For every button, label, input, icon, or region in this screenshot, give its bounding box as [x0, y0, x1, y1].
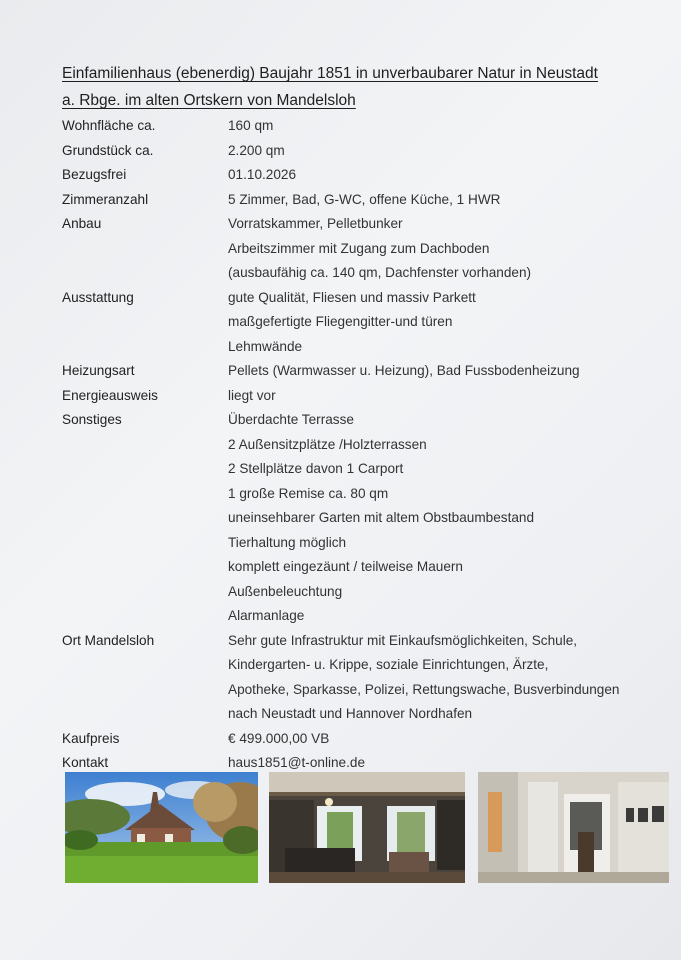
detail-row	[62, 580, 662, 605]
detail-value: Überdachte Terrasse	[228, 412, 354, 427]
detail-row	[62, 408, 662, 433]
detail-row	[62, 188, 662, 213]
detail-label	[62, 335, 228, 360]
detail-row	[62, 114, 662, 139]
detail-label: Sonstiges	[62, 412, 122, 427]
detail-row	[62, 653, 662, 678]
detail-value: Alarmanlage	[228, 608, 305, 623]
detail-label: Zimmeranzahl	[62, 191, 149, 207]
detail-value: Vorratskammer, Pelletbunker	[228, 216, 403, 231]
detail-value: liegt vor	[228, 387, 276, 403]
detail-row	[62, 384, 662, 409]
detail-row	[62, 261, 662, 286]
house-exterior-photo	[65, 772, 258, 883]
photo-strip	[0, 772, 681, 884]
detail-label	[62, 653, 228, 678]
detail-value: 01.10.2026	[228, 167, 297, 182]
detail-value: Pellets (Warmwasser u. Heizung), Bad Fussbodenheizung	[228, 363, 580, 378]
detail-value: gute Qualität, Fliesen und massiv Parkett	[228, 289, 476, 305]
detail-value: haus1851@t-online.de	[228, 755, 365, 770]
detail-row	[62, 237, 662, 262]
detail-value: Lehmwände	[228, 338, 303, 354]
detail-value: 2 Stellplätze davon 1 Carport	[228, 461, 404, 476]
detail-label: Kontakt	[62, 755, 109, 770]
living-room-photo	[269, 772, 465, 883]
detail-value: maßgefertigte Fliegengitter-und türen	[228, 314, 453, 329]
detail-row	[62, 531, 662, 556]
detail-value: 1 große Remise ca. 80 qm	[228, 485, 389, 501]
detail-label	[62, 457, 228, 482]
detail-row	[62, 604, 662, 629]
detail-label	[62, 310, 228, 335]
detail-label	[62, 433, 228, 458]
detail-row	[62, 286, 662, 311]
detail-value: Außenbeleuchtung	[228, 583, 343, 599]
detail-value: 2 Außensitzplätze /Holzterrassen	[228, 436, 427, 452]
detail-row	[62, 457, 662, 482]
detail-label: Wohnfläche ca.	[62, 118, 156, 133]
detail-label: Bezugsfrei	[62, 167, 127, 182]
detail-row	[62, 163, 662, 188]
detail-label: Anbau	[62, 216, 102, 231]
detail-row	[62, 335, 662, 360]
detail-label	[62, 531, 228, 556]
detail-label	[62, 482, 228, 507]
detail-value: komplett eingezäunt / teilweise Mauern	[228, 559, 463, 574]
detail-row	[62, 727, 662, 752]
detail-row	[62, 678, 662, 703]
detail-row	[62, 139, 662, 164]
detail-row	[62, 702, 662, 727]
detail-label	[62, 506, 228, 531]
detail-label	[62, 678, 228, 703]
detail-label: Kaufpreis	[62, 730, 120, 746]
detail-label	[62, 237, 228, 262]
detail-row	[62, 555, 662, 580]
detail-row	[62, 629, 662, 654]
detail-value: uneinsehbarer Garten mit altem Obstbaumbestand	[228, 510, 535, 525]
hallway-photo	[478, 772, 669, 883]
title-line-2: a. Rbge. im alten Ortskern von Mandelsloh	[62, 92, 356, 109]
detail-value: Arbeitszimmer mit Zugang zum Dachboden	[228, 240, 490, 256]
detail-value: Tierhaltung möglich	[228, 534, 347, 550]
detail-value: 2.200 qm	[228, 142, 285, 158]
detail-value: 5 Zimmer, Bad, G-WC, offene Küche, 1 HWR	[228, 191, 501, 207]
detail-label: Ausstattung	[62, 289, 134, 305]
detail-row	[62, 433, 662, 458]
detail-value: Sehr gute Infrastruktur mit Einkaufsmöglichkeiten, Schule,	[228, 632, 578, 648]
detail-row	[62, 359, 662, 384]
detail-value: 160 qm	[228, 118, 274, 133]
detail-label: Heizungsart	[62, 363, 135, 378]
listing-title	[62, 60, 632, 114]
detail-label: Ort Mandelsloh	[62, 632, 155, 648]
detail-value: nach Neustadt und Hannover Nordhafen	[228, 706, 473, 721]
detail-value: Apotheke, Sparkasse, Polizei, Rettungswache, Busverbindungen	[228, 681, 620, 697]
title-line-1: Einfamilienhaus (ebenerdig) Baujahr 1851 in unverbaubarer Natur in Neustadt	[62, 65, 598, 82]
detail-label	[62, 702, 228, 727]
detail-label	[62, 555, 228, 580]
detail-row	[62, 212, 662, 237]
detail-row	[62, 506, 662, 531]
detail-row	[62, 482, 662, 507]
detail-label: Energieausweis	[62, 387, 158, 403]
detail-label: Grundstück ca.	[62, 142, 154, 158]
detail-row	[62, 310, 662, 335]
detail-value: € 499.000,00 VB	[228, 730, 330, 746]
details-table	[62, 114, 662, 776]
detail-label	[62, 604, 228, 629]
detail-label	[62, 261, 228, 286]
detail-value: (ausbaufähig ca. 140 qm, Dachfenster vorhanden)	[228, 265, 532, 280]
detail-value: Kindergarten- u. Krippe, soziale Einrichtungen, Ärzte,	[228, 657, 549, 672]
detail-label	[62, 580, 228, 605]
